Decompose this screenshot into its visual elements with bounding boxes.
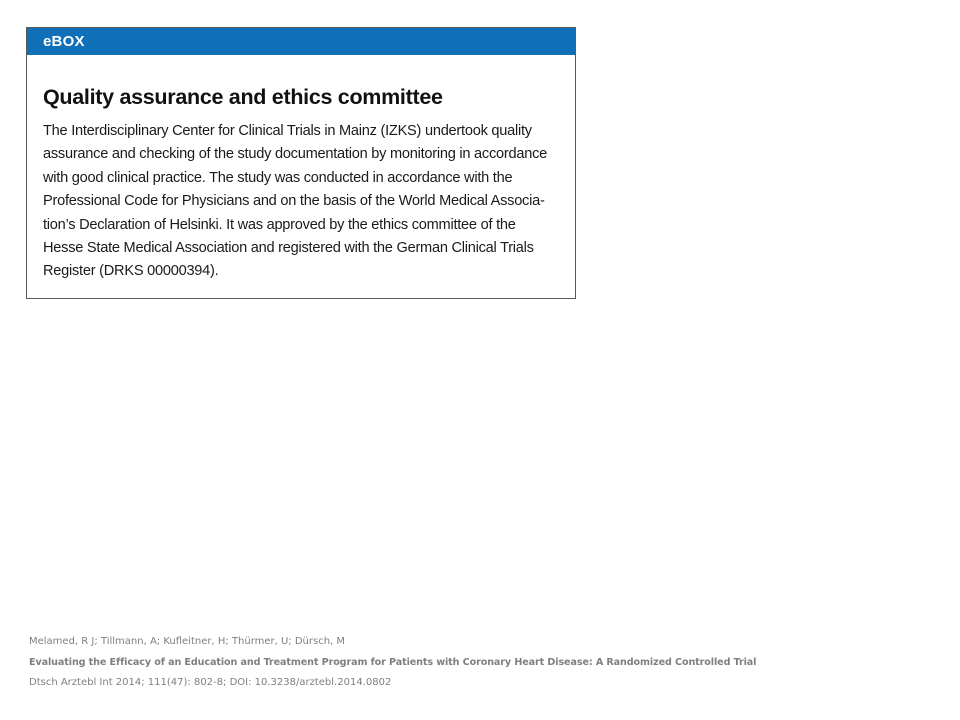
citation-authors: Melamed, R J; Tillmann, A; Kufleitner, H; Thürmer, U; Dürsch, M <box>29 636 346 647</box>
body-line: with good clinical practice. The study was conducted in accordance with the <box>43 169 513 186</box>
citation-article-title: Evaluating the Efficacy of an Education and Treatment Program for Patients with Coronary Heart Disease: A Randomized Controlled Trial <box>29 657 757 668</box>
citation-reference: Dtsch Arztebl Int 2014; 111(47): 802-8; DOI: 10.3238/arztebl.2014.0802 <box>29 677 392 688</box>
ebox-title: Quality assurance and ethics committee <box>43 85 443 109</box>
body-line: The Interdisciplinary Center for Clinical Trials in Mainz (IZKS) undertook quality <box>43 123 532 139</box>
ebox-header: eBOX <box>27 28 575 55</box>
body-line: Professional Code for Physicians and on the basis of the World Medical Associa- <box>43 193 545 210</box>
body-line: Hesse State Medical Association and registered with the German Clinical Trials <box>43 240 534 257</box>
ebox-body-text <box>43 120 563 284</box>
body-line: Register (DRKS 00000394). <box>43 263 219 280</box>
body-line: assurance and checking of the study documentation by monitoring in accordance <box>43 146 548 163</box>
body-line: tion’s Declaration of Helsinki. It was approved by the ethics committee of the <box>43 216 516 233</box>
ebox-panel <box>26 27 576 299</box>
